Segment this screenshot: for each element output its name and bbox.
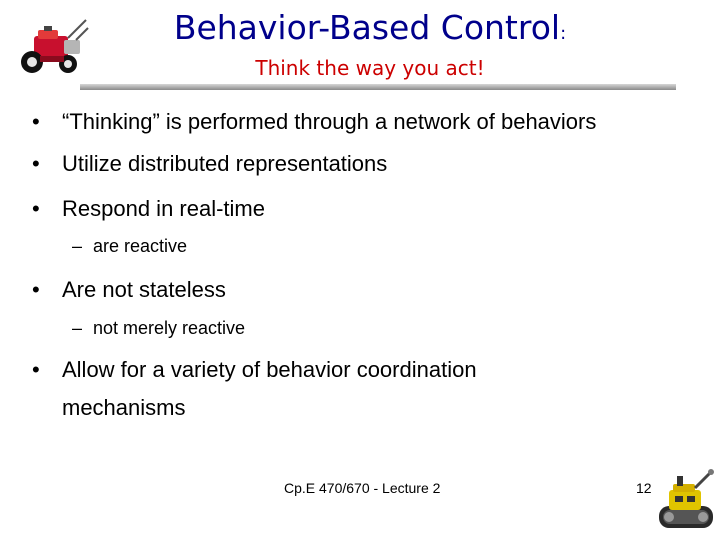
sub-bullet-marker: –	[72, 318, 83, 338]
bullet-text: Allow for a variety of behavior coordination mechanisms	[62, 357, 477, 420]
bullet-marker: •	[32, 151, 40, 176]
page-number: 12	[636, 480, 652, 496]
sub-bullet-text: are reactive	[93, 236, 188, 256]
slide-subtitle: Think the way you act!	[255, 56, 485, 80]
bullet-text: Utilize distributed representations	[62, 151, 388, 176]
bullet-marker: •	[32, 357, 40, 382]
bullet-marker: •	[32, 196, 40, 221]
bullet-text: Respond in real-time	[62, 196, 265, 221]
sub-bullet-marker: –	[72, 236, 83, 256]
sub-bullet-text: not merely reactive	[93, 318, 246, 338]
tracked-robot-icon	[655, 466, 717, 538]
bullet-marker: •	[32, 277, 40, 302]
bullet-text: “Thinking” is performed through a network of behaviors	[62, 109, 597, 134]
footer-course-label: Cp.E 470/670 - Lecture 2	[284, 480, 441, 496]
bullet-marker: •	[32, 109, 40, 134]
slide-title-text: Behavior-Based Control	[173, 8, 561, 47]
bullet-text: Are not stateless	[62, 277, 226, 302]
title-colon: :	[560, 23, 567, 44]
